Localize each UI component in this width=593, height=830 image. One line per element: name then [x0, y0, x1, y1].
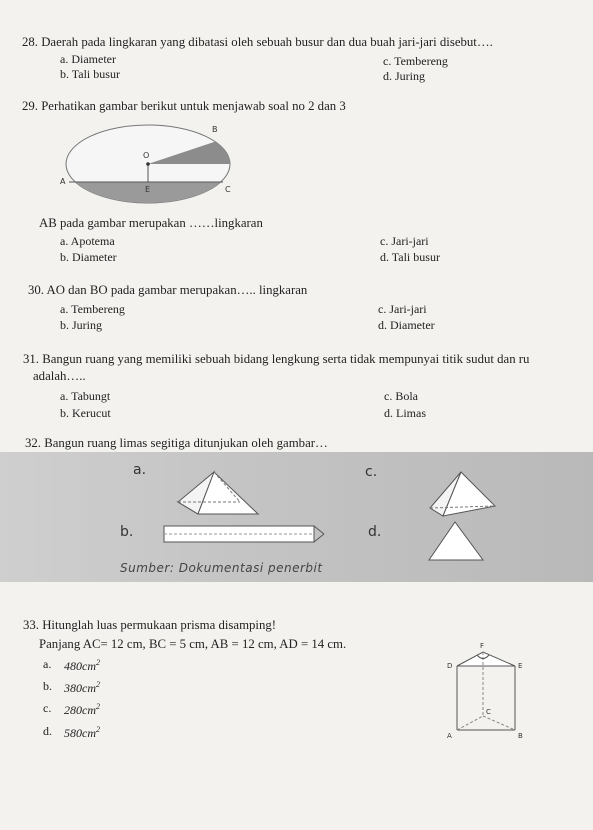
- prism-figure: [445, 640, 535, 740]
- shape-a-pyramid: [170, 470, 270, 518]
- q33-option-d: $580cm^2$: [64, 725, 100, 740]
- q28-option-b: b. Tali busur: [60, 67, 120, 81]
- q30-option-c: c. Jari-jari: [378, 302, 427, 316]
- shape-c-triangular-pyramid: [425, 470, 500, 520]
- question-33-text: 33. Hitunglah luas permukaan prisma disamping!: [23, 618, 277, 632]
- q33-option-a-letter: a.: [43, 657, 52, 671]
- q30-option-b: b. Juring: [60, 318, 102, 332]
- figure-source: Sumber: Dokumentasi penerbit: [120, 561, 323, 575]
- question-33-given: Panjang AC= 12 cm, BC = 5 cm, AB = 12 cm, AD = 14 cm.: [39, 637, 347, 651]
- question-32-text: 32. Bangun ruang limas segitiga ditunjukan oleh gambar…: [25, 436, 328, 450]
- q33-option-b-letter: b.: [43, 679, 52, 693]
- q28-option-d: d. Juring: [383, 69, 425, 83]
- pyramid-figure-panel: [0, 452, 593, 582]
- shape-b-box: [160, 522, 330, 546]
- question-28-text: 28. Daerah pada lingkaran yang dibatasi oleh sebuah busur dan dua buah jari-jari disebut….: [22, 35, 493, 49]
- question-29-text: 29. Perhatikan gambar berikut untuk menjawab soal no 2 dan 3: [22, 99, 346, 113]
- q30-option-d: d. Diameter: [378, 318, 435, 332]
- shape-d-cone: [425, 520, 500, 566]
- question-30-text: 30. AO dan BO pada gambar merupakan….. lingkaran: [28, 283, 308, 297]
- q29-option-d: d. Tali busur: [380, 250, 440, 264]
- q31-option-b: b. Kerucut: [60, 406, 111, 420]
- label-e: E: [145, 185, 151, 194]
- figure-label-c: c.: [365, 464, 378, 480]
- figure-label-a: a.: [133, 462, 147, 478]
- q33-option-c-letter: c.: [43, 701, 52, 715]
- q29-option-a: a. Apotema: [60, 234, 115, 248]
- prism-label-a: A: [447, 732, 452, 740]
- question-31-text-cont: adalah…..: [33, 369, 86, 383]
- q28-option-a: a. Diameter: [60, 52, 116, 66]
- label-a: A: [60, 177, 66, 186]
- circle-figure: [55, 118, 240, 208]
- figure-label-d: d.: [368, 524, 382, 540]
- label-b: B: [212, 125, 218, 134]
- q33-option-c: $280cm^2$: [64, 702, 100, 717]
- q33-option-d-letter: d.: [43, 724, 52, 738]
- q31-option-a: a. Tabungt: [60, 389, 111, 403]
- prism-label-f: F: [480, 642, 485, 650]
- q28-option-c: c. Tembereng: [383, 54, 448, 68]
- prism-label-e: E: [518, 662, 523, 670]
- question-29-subtext: AB pada gambar merupakan ……lingkaran: [39, 216, 263, 230]
- q33-option-b: $380cm^2$: [64, 680, 100, 695]
- prism-label-b: B: [518, 732, 523, 740]
- q29-option-c: c. Jari-jari: [380, 234, 429, 248]
- prism-label-c: C: [486, 708, 491, 716]
- q30-option-a: a. Tembereng: [60, 302, 125, 316]
- prism-label-d: D: [447, 662, 453, 670]
- figure-label-b: b.: [120, 524, 134, 540]
- question-31-text: 31. Bangun ruang yang memiliki sebuah bidang lengkung serta tidak mempunyai titik sudut dan ru: [23, 352, 530, 366]
- label-o: O: [143, 151, 150, 160]
- label-c: C: [225, 185, 231, 194]
- q31-option-d: d. Limas: [384, 406, 426, 420]
- q33-option-a: $480cm^2$: [64, 658, 100, 673]
- q29-option-b: b. Diameter: [60, 250, 117, 264]
- q31-option-c: c. Bola: [384, 389, 418, 403]
